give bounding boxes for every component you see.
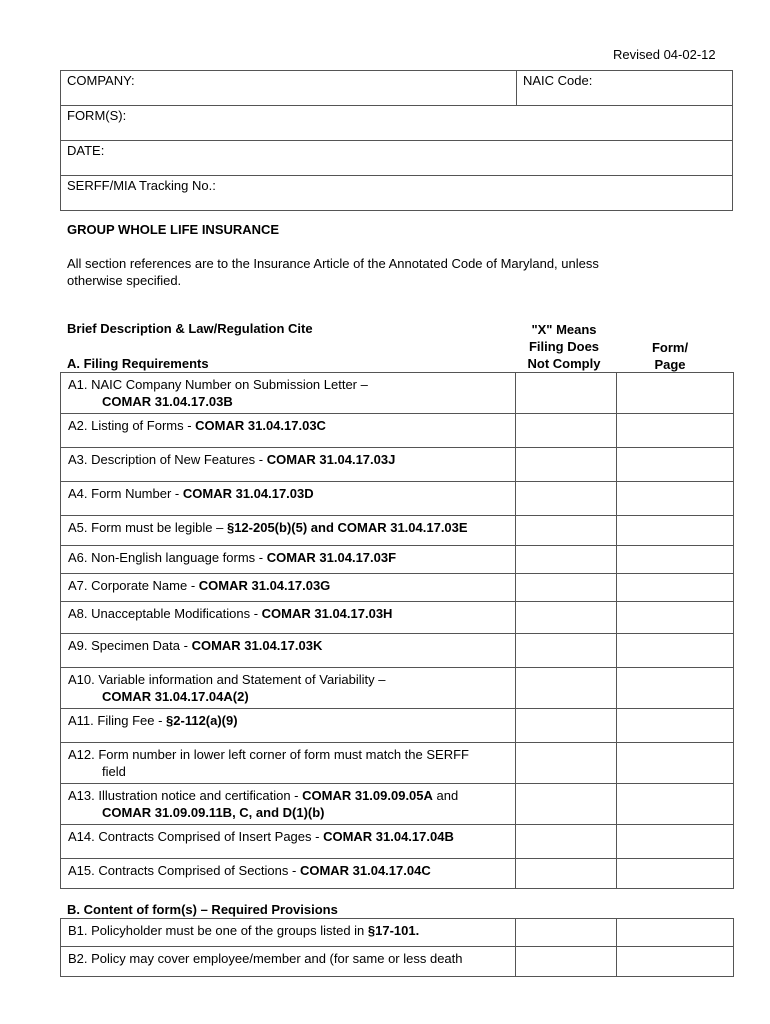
item-text: A9. Specimen Data -	[68, 638, 192, 653]
table-row	[61, 634, 734, 668]
item-description	[61, 602, 516, 634]
item-cite: COMAR 31.04.17.03G	[198, 578, 331, 593]
table-row	[61, 947, 734, 977]
column-header-noncomply-line1: "X" Means	[531, 322, 597, 337]
noncomply-cell[interactable]	[516, 546, 617, 574]
table-row	[61, 709, 734, 743]
table-row	[61, 373, 734, 414]
item-cite: COMAR 31.04.17.04A(2)	[102, 689, 249, 704]
item-cite: COMAR 31.04.17.03C	[195, 418, 326, 433]
noncomply-cell[interactable]	[516, 482, 617, 516]
item-cite: §2-112(a)(9)	[166, 713, 238, 728]
item-text: A15. Contracts Comprised of Sections -	[68, 863, 300, 878]
noncomply-cell[interactable]	[516, 825, 617, 859]
date-field[interactable]: DATE:	[61, 141, 733, 176]
form-page-cell[interactable]	[617, 602, 734, 634]
item-cite: §12-205(b)(5) and COMAR 31.04.17.03E	[226, 520, 468, 535]
item-text: A10. Variable information and Statement of Variability –	[68, 672, 386, 687]
table-row	[61, 825, 734, 859]
item-text: A13. Illustration notice and certification -	[68, 788, 303, 803]
item-description	[61, 668, 516, 709]
form-page-cell[interactable]	[617, 414, 734, 448]
section-b-title: B. Content of form(s) – Required Provisions	[67, 902, 338, 917]
item-text: A14. Contracts Comprised of Insert Pages -	[68, 829, 324, 844]
column-header-noncomply-line2: Filing Does	[528, 339, 600, 354]
form-page-cell[interactable]	[617, 448, 734, 482]
item-cite: COMAR 31.04.17.03H	[261, 606, 393, 621]
item-text: A7. Corporate Name -	[68, 578, 199, 593]
company-field[interactable]: COMPANY:	[61, 71, 517, 106]
form-page-cell[interactable]	[617, 947, 734, 977]
table-row	[61, 859, 734, 889]
intro-text: All section references are to the Insurance Article of the Annotated Code of Maryland, unless otherwise specified.	[67, 256, 599, 288]
item-text: A11. Filing Fee -	[68, 713, 167, 728]
item-text: A5. Form must be legible –	[68, 520, 227, 535]
form-page-cell[interactable]	[617, 373, 734, 414]
form-page-cell[interactable]	[617, 668, 734, 709]
table-row	[61, 668, 734, 709]
noncomply-cell[interactable]	[516, 743, 617, 784]
table-row	[61, 574, 734, 602]
form-page-cell[interactable]	[617, 574, 734, 602]
item-text: A1. NAIC Company Number on Submission Letter –	[68, 377, 368, 392]
form-page-cell[interactable]	[617, 825, 734, 859]
table-row	[61, 482, 734, 516]
noncomply-cell[interactable]	[516, 634, 617, 668]
item-cite: COMAR 31.04.17.04C	[299, 863, 431, 878]
forms-field[interactable]: FORM(S):	[61, 106, 733, 141]
item-description	[61, 947, 516, 977]
form-page-cell[interactable]	[617, 546, 734, 574]
column-header-form-line2: Page	[654, 357, 686, 372]
item-description	[61, 448, 516, 482]
form-page-cell[interactable]	[617, 634, 734, 668]
item-text: A6. Non-English language forms -	[68, 550, 267, 565]
column-header-noncomply	[514, 321, 614, 372]
item-text: A2. Listing of Forms -	[68, 418, 196, 433]
form-page-cell[interactable]	[617, 743, 734, 784]
item-cite-2: COMAR 31.09.09.11B, C, and D(1)(b)	[102, 805, 325, 820]
table-row	[61, 546, 734, 574]
item-description	[61, 546, 516, 574]
item-text: A12. Form number in lower left corner of form must match the SERFF	[68, 747, 469, 762]
noncomply-cell[interactable]	[516, 373, 617, 414]
item-text-continued: field	[102, 764, 126, 779]
table-row	[61, 516, 734, 546]
item-text: A3. Description of New Features -	[68, 452, 267, 467]
noncomply-cell[interactable]	[516, 414, 617, 448]
column-header-form-page	[617, 339, 723, 373]
item-cite: COMAR 31.04.17.04B	[323, 829, 454, 844]
form-page-cell[interactable]	[617, 482, 734, 516]
item-text-mid: and	[432, 788, 459, 803]
naic-code-field[interactable]: NAIC Code:	[517, 71, 733, 106]
noncomply-cell[interactable]	[516, 574, 617, 602]
item-description	[61, 516, 516, 546]
item-description	[61, 482, 516, 516]
table-row	[61, 602, 734, 634]
noncomply-cell[interactable]	[516, 602, 617, 634]
item-description	[61, 634, 516, 668]
form-page-cell[interactable]	[617, 709, 734, 743]
item-description	[61, 574, 516, 602]
form-page-cell[interactable]	[617, 919, 734, 947]
header-info-table	[60, 70, 733, 211]
section-a-title: A. Filing Requirements	[67, 356, 209, 371]
column-header-noncomply-line3: Not Comply	[527, 356, 601, 371]
item-cite: COMAR 31.04.17.03J	[266, 452, 396, 467]
item-cite: COMAR 31.09.09.05A	[302, 788, 433, 803]
noncomply-cell[interactable]	[516, 919, 617, 947]
item-description	[61, 825, 516, 859]
column-header-description: Brief Description & Law/Regulation Cite	[67, 321, 313, 336]
item-cite: COMAR 31.04.17.03B	[102, 394, 233, 409]
serff-tracking-field[interactable]: SERFF/MIA Tracking No.:	[61, 176, 733, 211]
item-description	[61, 414, 516, 448]
item-description	[61, 784, 516, 825]
item-description	[61, 709, 516, 743]
item-description	[61, 743, 516, 784]
item-description	[61, 373, 516, 414]
column-header-form-line1: Form/	[651, 340, 689, 355]
item-description	[61, 919, 516, 947]
table-row	[61, 784, 734, 825]
noncomply-cell[interactable]	[516, 709, 617, 743]
item-text: A8. Unacceptable Modifications -	[68, 606, 262, 621]
noncomply-cell[interactable]	[516, 947, 617, 977]
form-page-cell[interactable]	[617, 859, 734, 889]
noncomply-cell[interactable]	[516, 859, 617, 889]
noncomply-cell[interactable]	[516, 516, 617, 546]
item-text: B2. Policy may cover employee/member and (for same or less death	[68, 951, 463, 966]
noncomply-cell[interactable]	[516, 668, 617, 709]
document-title: GROUP WHOLE LIFE INSURANCE	[67, 222, 280, 237]
noncomply-cell[interactable]	[516, 448, 617, 482]
item-cite: COMAR 31.04.17.03D	[182, 486, 314, 501]
table-row	[61, 743, 734, 784]
form-page-cell[interactable]	[617, 784, 734, 825]
table-row	[61, 919, 734, 947]
section-a-table	[60, 372, 734, 889]
table-row	[61, 414, 734, 448]
item-cite: §17-101.	[367, 923, 420, 938]
item-cite: COMAR 31.04.17.03K	[191, 638, 323, 653]
form-page-cell[interactable]	[617, 516, 734, 546]
item-description	[61, 859, 516, 889]
revision-date: Revised 04-02-12	[613, 47, 716, 62]
table-row	[61, 448, 734, 482]
item-text: B1. Policyholder must be one of the groups listed in	[68, 923, 368, 938]
item-text: A4. Form Number -	[68, 486, 183, 501]
item-cite: COMAR 31.04.17.03F	[266, 550, 397, 565]
noncomply-cell[interactable]	[516, 784, 617, 825]
section-b-table	[60, 918, 734, 977]
